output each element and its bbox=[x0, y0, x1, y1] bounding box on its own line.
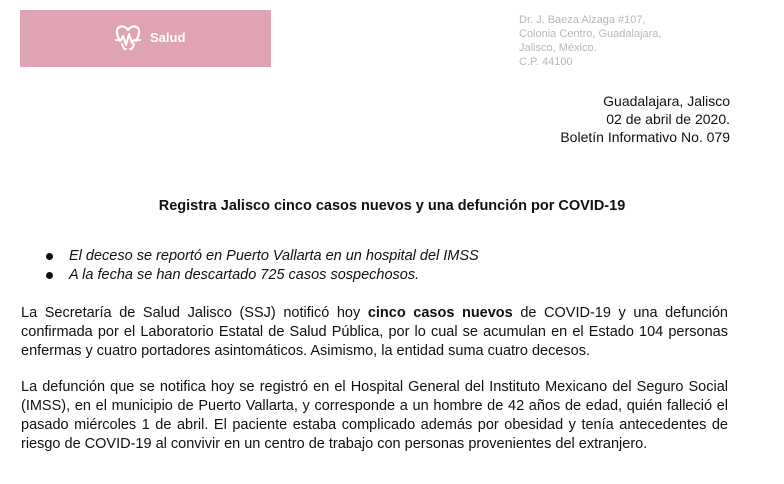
address-line: Jalisco, México. bbox=[519, 42, 597, 54]
list-item bbox=[44, 266, 479, 285]
dateline-date: 02 de abril de 2020. bbox=[606, 111, 730, 127]
address-line: C.P. 44100 bbox=[519, 56, 573, 68]
bullet-dot-icon bbox=[46, 253, 53, 260]
dateline-place: Guadalajara, Jalisco bbox=[603, 93, 730, 109]
logo-text: Salud bbox=[150, 30, 186, 45]
paragraph-1 bbox=[21, 304, 728, 361]
paragraph-1-start: La Secretaría de Salud Jalisco (SSJ) notificó hoy bbox=[21, 305, 368, 321]
address-line: Dr. J. Baeza Alzaga #107, bbox=[519, 14, 646, 26]
tooth-heart-logo-icon bbox=[114, 25, 142, 51]
paragraph-1-end: de COVID-19 y una defunción confirmada por el Laboratorio Estatal de Salud Pública, por lo cual se acumulan en el Estado 104 personas enfermas y cuatro portadores asintomáticos. Asimismo, la entidad suma cuatro decesos. bbox=[21, 305, 728, 359]
paragraph-1-bold: cinco casos nuevos bbox=[367, 305, 513, 321]
header-banner bbox=[20, 10, 271, 67]
bullet-dot-icon bbox=[46, 272, 53, 279]
address-block bbox=[519, 13, 661, 69]
dateline bbox=[560, 92, 730, 146]
paragraph-2: La defunción que se notifica hoy se registró en el Hospital General del Instituto Mexicano del Seguro Social (IMSS), en el municipio de Puerto Vallarta, y corresponde a un hombre de 42 años de edad, quién falleció el pasado miércoles 1 de abril. El paciente estaba complicado además por obesidad y tenía antecedentes de riesgo de COVID-19 al convivir en un centro de trabajo con personas provenientes del extranjero. bbox=[21, 379, 728, 452]
highlights-list bbox=[44, 247, 479, 285]
address-line: Colonia Centro, Guadalajara, bbox=[519, 28, 662, 40]
list-item-text: El deceso se reportó en Puerto Vallarta en un hospital del IMSS bbox=[69, 248, 479, 264]
list-item bbox=[44, 247, 479, 266]
document-title: Registra Jalisco cinco casos nuevos y una defunción por COVID-19 bbox=[158, 198, 626, 214]
list-item-text: A la fecha se han descartado 725 casos sospechosos. bbox=[69, 267, 420, 283]
bulletin-number: Boletín Informativo No. 079 bbox=[560, 129, 730, 145]
